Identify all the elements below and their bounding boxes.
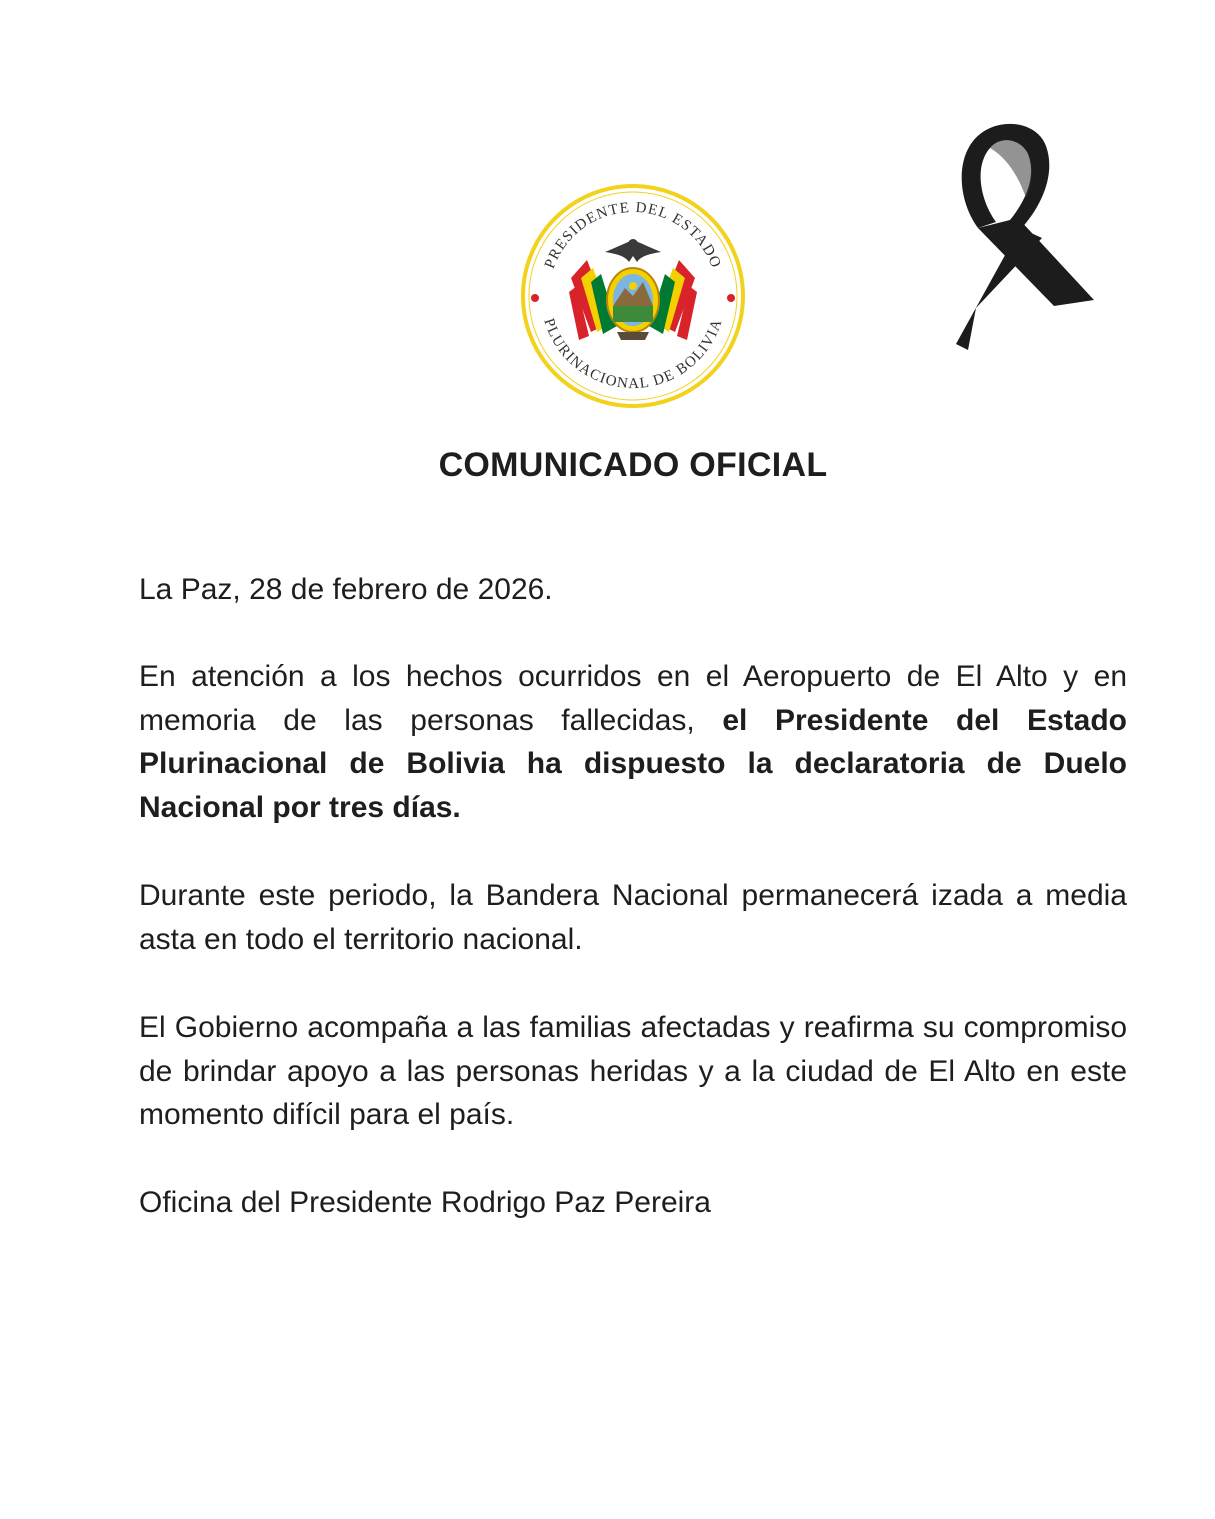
date-line: La Paz, 28 de febrero de 2026. xyxy=(139,573,553,606)
paragraph-flag-half-mast: Durante este periodo, la Bandera Nacional permanecerá izada a media asta en todo el territorio nacional. xyxy=(139,879,1127,956)
presidential-seal-logo xyxy=(519,182,747,410)
paragraph-announcement xyxy=(139,655,1127,829)
signature-line: Oficina del Presidente Rodrigo Paz Pereira xyxy=(139,1186,711,1219)
svg-text:PRESIDENTE DEL ESTADO: PRESIDENTE DEL ESTADO xyxy=(542,199,724,271)
mourning-ribbon-icon xyxy=(916,118,1098,350)
svg-text:PLURINACIONAL DE BOLIVIA: PLURINACIONAL DE BOLIVIA xyxy=(540,316,726,393)
paragraph-announcement-regular: En atención a los hechos ocurridos en el Aeropuerto de El Alto y en memoria de las personas fallecidas, xyxy=(139,660,1127,737)
paragraph-government-support: El Gobierno acompaña a las familias afectadas y reafirma su compromiso de brindar apoyo a las personas heridas y a la ciudad de El Alto en este momento difícil para el país. xyxy=(139,1011,1127,1131)
paragraph-announcement-bold: el Presidente del Estado Plurinacional de Bolivia ha dispuesto la declaratoria de Duelo Nacional por tres días. xyxy=(139,703,1127,824)
document-title: COMUNICADO OFICIAL xyxy=(438,446,828,484)
